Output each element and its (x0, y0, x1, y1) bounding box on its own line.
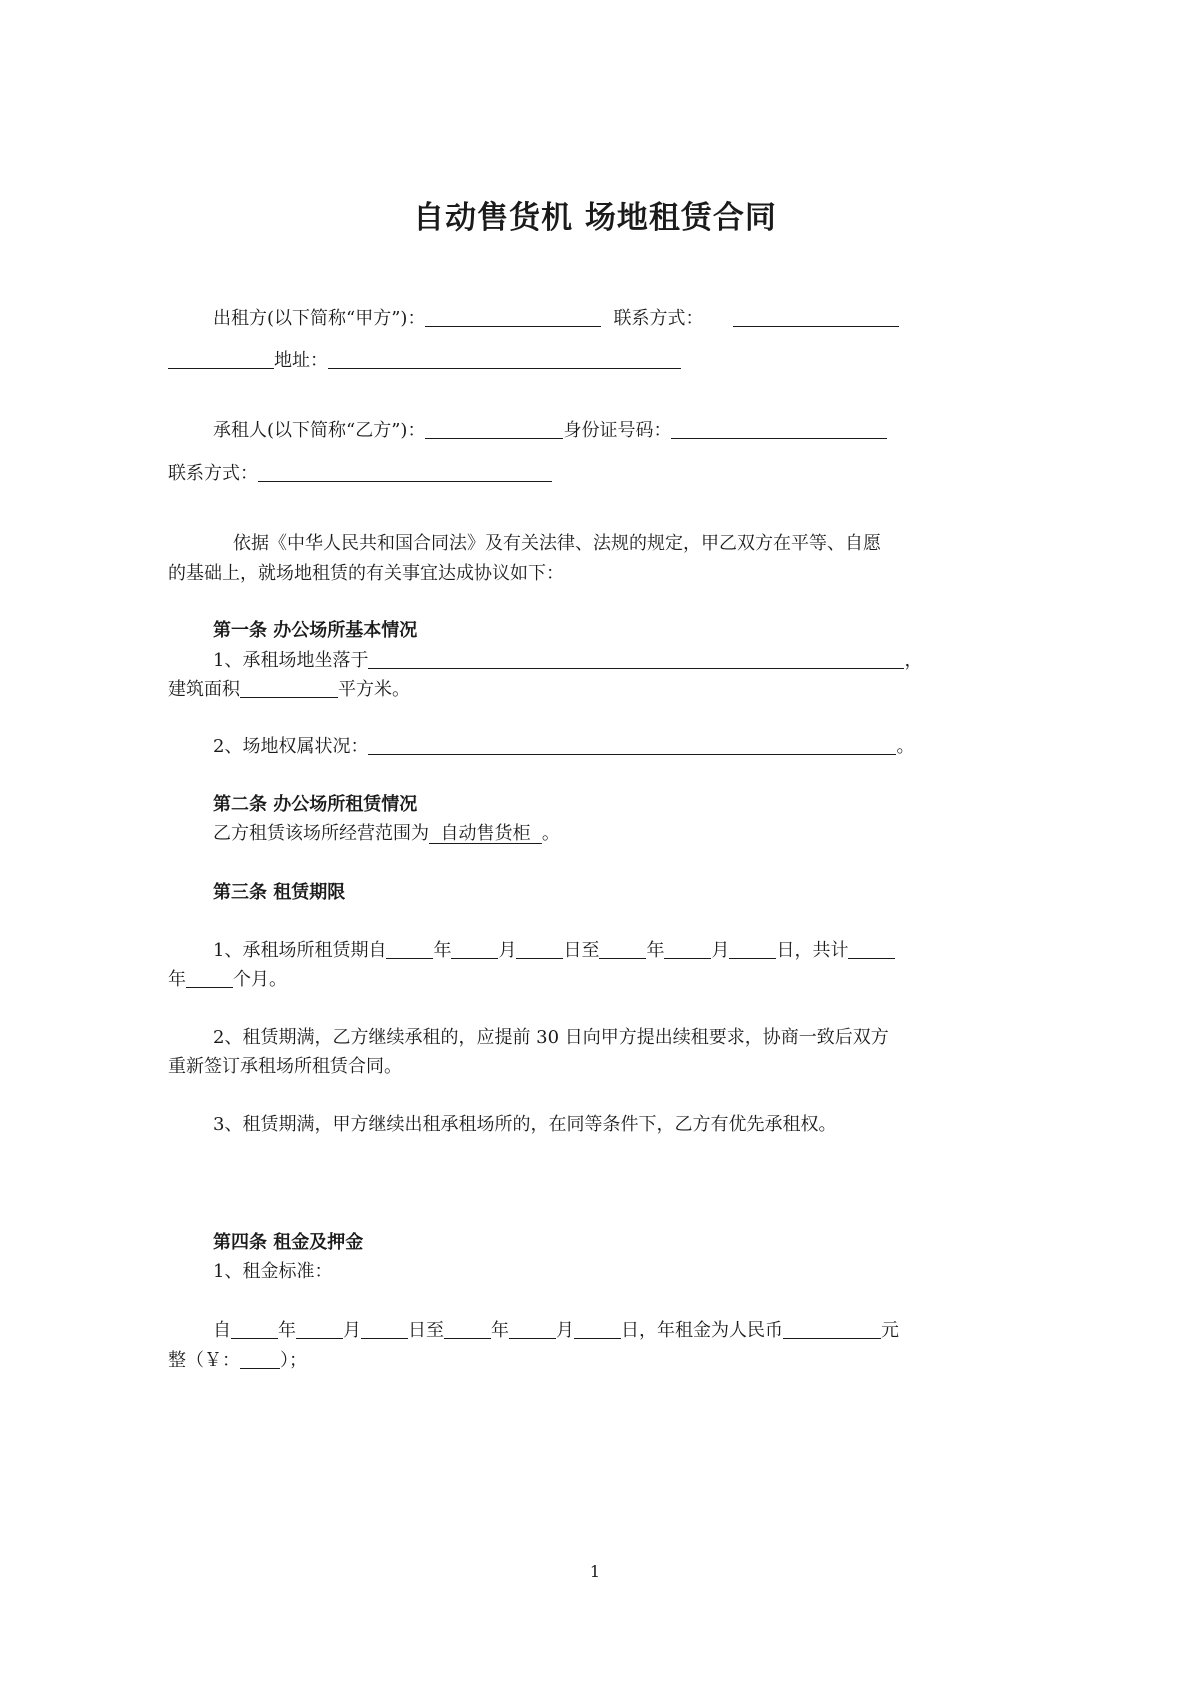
term-lead: 1、承租场所租赁期自 (213, 940, 387, 961)
rent-amount-line (168, 1348, 307, 1374)
article1-item1 (213, 648, 922, 674)
business-scope-field[interactable]: 自动售货柜 (429, 823, 542, 844)
rent-figure-blank[interactable] (240, 1348, 280, 1369)
article1-item1-suffix: ， (904, 650, 923, 671)
lessor-name-blank[interactable] (425, 306, 601, 327)
year-label: 年 (433, 940, 452, 961)
months-end-label: 个月。 (233, 969, 287, 990)
day-total-label: 日，共计 (776, 940, 849, 961)
lessor-contact-blank-cont[interactable] (168, 348, 274, 369)
article3-item1-cont (168, 967, 287, 993)
whole-label: 整（￥： (168, 1350, 240, 1371)
article1-item1-prefix: 1、承租场地坐落于 (213, 650, 369, 671)
month-label: 月 (711, 940, 730, 961)
total-months-blank[interactable] (186, 967, 233, 988)
preamble-line-1: 依据《中华人民共和国合同法》及有关法律、法规的规定，甲乙双方在平等、自愿 (233, 533, 881, 554)
year-label: 年 (491, 1320, 509, 1341)
lessee-name-blank[interactable] (425, 418, 563, 439)
article1-item2 (213, 734, 914, 760)
close-label: ）； (280, 1350, 307, 1371)
end-year-blank[interactable] (599, 938, 646, 959)
article3-item2-line1: 2、租赁期满，乙方继续承租的，应提前 30 日向甲方提出续租要求，协商一致后双方 (213, 1027, 889, 1048)
month-label: 月 (343, 1320, 361, 1341)
rent-end-day-blank[interactable] (574, 1318, 621, 1339)
page-number: 1 (589, 1562, 601, 1581)
area-prefix: 建筑面积 (168, 679, 240, 700)
lessor-address-line (168, 348, 681, 374)
start-year-blank[interactable] (386, 938, 433, 959)
year-label: 年 (168, 969, 186, 990)
day-to-label: 日至 (563, 940, 600, 961)
lessee-contact-line (168, 461, 552, 487)
article1-item2-prefix: 2、场地权属状况： (213, 736, 369, 757)
article2-text-suffix: 。 (541, 823, 560, 844)
year-label: 年 (646, 940, 665, 961)
total-years-blank[interactable] (848, 938, 895, 959)
ownership-blank[interactable] (368, 734, 896, 755)
end-month-blank[interactable] (664, 938, 711, 959)
article3-item2-line2: 重新签订承租场所租赁合同。 (168, 1056, 402, 1077)
article4-item1: 1、租金标准： (213, 1261, 333, 1282)
lessor-contact-label: 联系方式： (613, 308, 704, 329)
start-day-blank[interactable] (516, 938, 563, 959)
rent-end-year-blank[interactable] (444, 1318, 491, 1339)
start-month-blank[interactable] (451, 938, 498, 959)
preamble-line-2: 的基础上，就场地租赁的有关事宜达成协议如下： (168, 563, 564, 584)
article1-item2-suffix: 。 (896, 736, 915, 757)
article3-item3: 3、租赁期满，甲方继续出租承租场所的，在同等条件下，乙方有优先承租权。 (213, 1114, 837, 1135)
article2-heading: 第二条 办公场所租赁情况 (213, 794, 418, 815)
rent-end-month-blank[interactable] (509, 1318, 556, 1339)
rent-start-day-blank[interactable] (361, 1318, 408, 1339)
lessor-address-blank[interactable] (328, 348, 681, 369)
rent-start-year-blank[interactable] (231, 1318, 278, 1339)
area-blank[interactable] (240, 677, 338, 698)
annual-rent-label: 日，年租金为人民币 (621, 1320, 783, 1341)
article1-heading: 第一条 办公场所基本情况 (213, 620, 418, 641)
annual-rent-blank[interactable] (783, 1318, 881, 1339)
document-title: 自动售货机 场地租赁合同 (413, 200, 777, 236)
from-label: 自 (213, 1320, 231, 1341)
article4-heading: 第四条 租金及押金 (213, 1232, 364, 1253)
article3-heading: 第三条 租赁期限 (213, 882, 346, 903)
lessor-contact-blank[interactable] (733, 306, 899, 327)
yuan-label: 元 (881, 1320, 899, 1341)
month-label: 月 (556, 1320, 574, 1341)
lessor-label: 出租方(以下简称“甲方”)： (213, 308, 426, 329)
article3-item1 (213, 938, 895, 964)
lessee-contact-label: 联系方式： (168, 463, 258, 484)
year-label: 年 (278, 1320, 296, 1341)
end-day-blank[interactable] (729, 938, 776, 959)
article2-text-prefix: 乙方租赁该场所经营范围为 (213, 823, 429, 844)
lessee-id-label: 身份证号码： (563, 420, 672, 441)
article1-area (168, 677, 410, 703)
lessor-address-label: 地址： (274, 350, 328, 371)
day-to-label: 日至 (408, 1320, 444, 1341)
article2-text (213, 821, 560, 847)
lessee-id-blank[interactable] (671, 418, 887, 439)
month-label: 月 (498, 940, 517, 961)
lessee-contact-blank[interactable] (258, 461, 552, 482)
rent-period-line (213, 1318, 899, 1344)
lessee-line (213, 418, 887, 444)
lessor-line (213, 306, 899, 332)
rent-start-month-blank[interactable] (296, 1318, 343, 1339)
lessee-label: 承租人(以下简称“乙方”)： (213, 420, 426, 441)
area-suffix: 平方米。 (338, 679, 410, 700)
site-location-blank[interactable] (368, 648, 904, 669)
